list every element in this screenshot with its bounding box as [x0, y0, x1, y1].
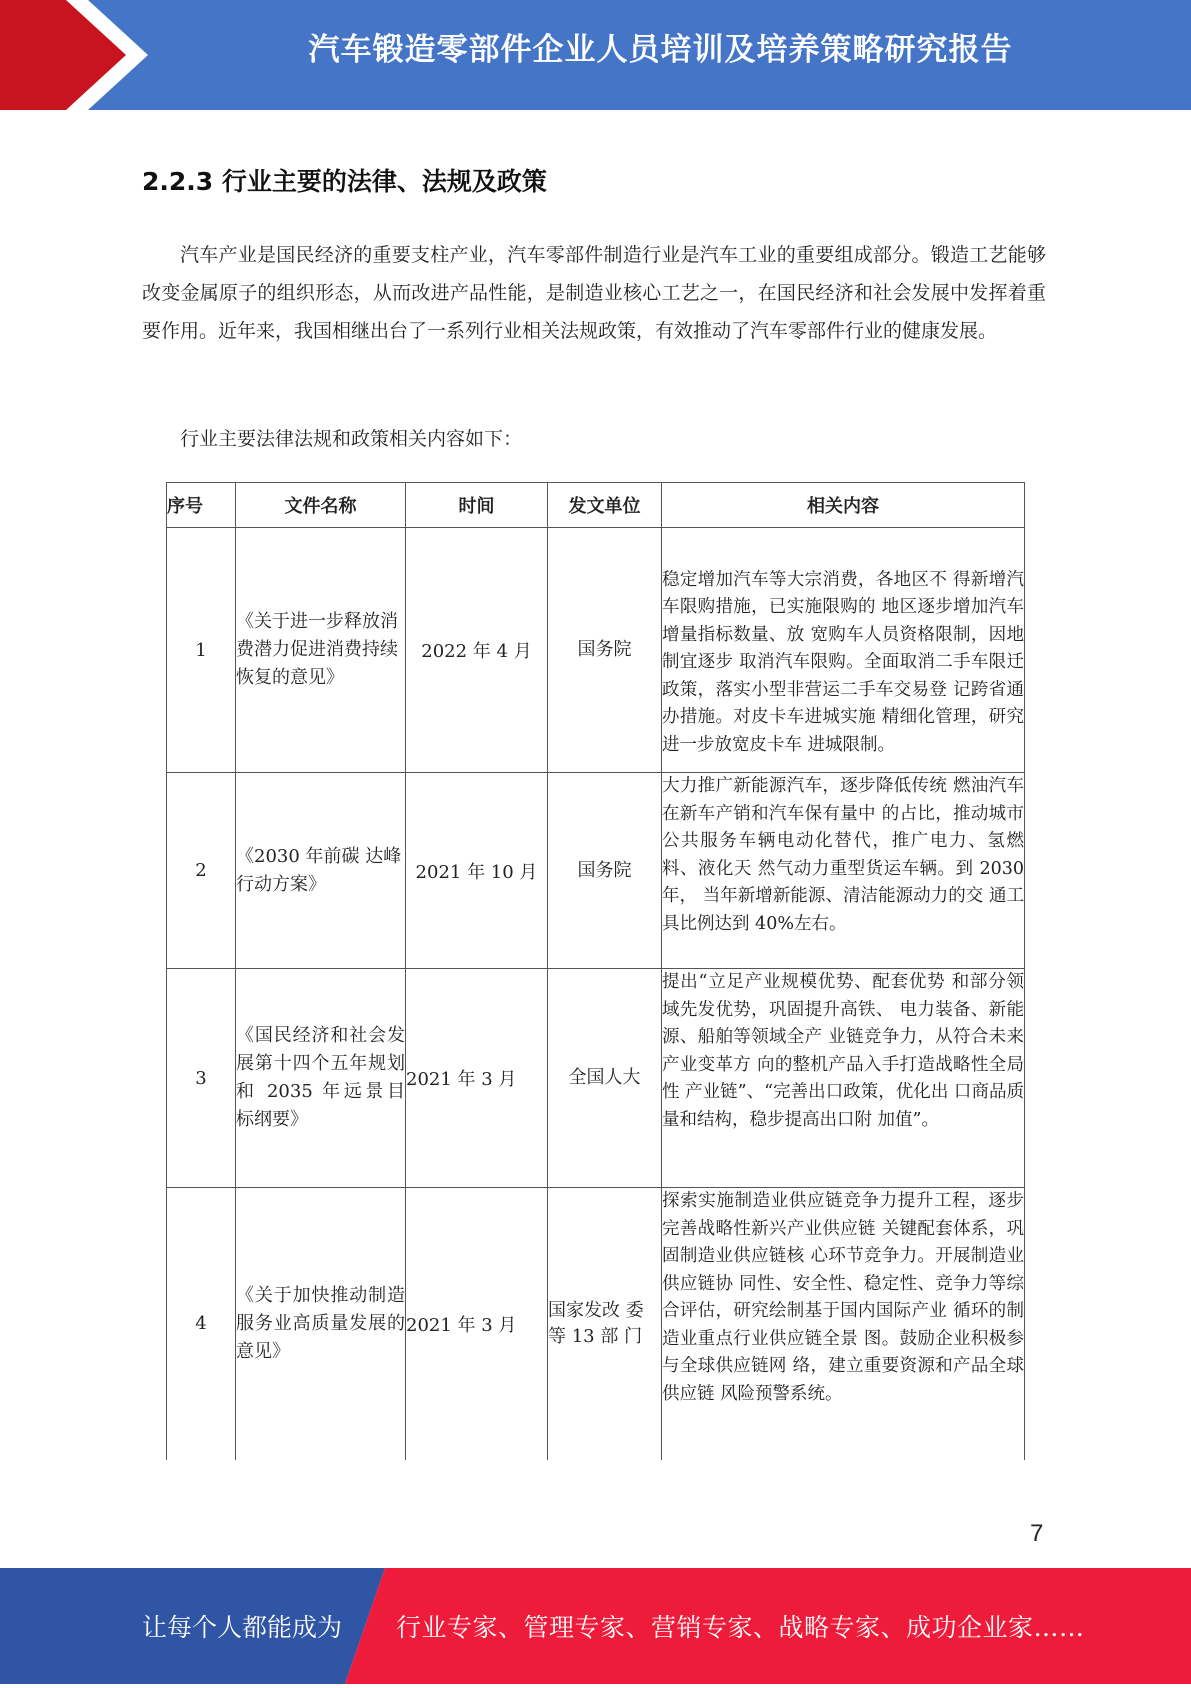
table-row	[167, 1188, 1025, 1460]
row-doc-name: 《关于加快推动制造服务业高质量发展的意见》	[236, 1188, 406, 1460]
table-row	[167, 528, 1025, 773]
header-doc: 文件名称	[236, 483, 406, 528]
footer-slogan-right: 行业专家、管理专家、营销专家、战略专家、成功企业家……	[396, 1613, 1085, 1642]
row-org: 国务院	[548, 528, 662, 773]
header-num: 序号	[167, 483, 236, 528]
row-content: 探索实施制造业供应链竞争力提升工程，逐步完善战略性新兴产业供应链 关键配套体系，巩固制造业供应链核 心环节竞争力。开展制造业供应链协 同性、安全性、稳定性、竞争力等综 合评估，研究绘制基于国内国际产业 循环的制造业重点行业供应链全景 图。鼓励企业积极参与全球供应链网 络，建立重要资源和产品全球供应链 风险预警系统。	[662, 1188, 1025, 1460]
row-date: 2021 年 10 月	[406, 773, 548, 969]
header-arrow-decoration	[0, 0, 160, 110]
footer-slogan-left: 让每个人都能成为	[142, 1613, 343, 1642]
policy-table	[166, 482, 1025, 1460]
row-content: 大力推广新能源汽车，逐步降低传统 燃油汽车在新车产销和汽车保有量中 的占比，推动城市公共服务车辆电动化替代，推广电力、氢燃料、液化天 然气动力重型货运车辆。到 2030 年， 当年新增新能源、清洁能源动力的交 通工具比例达到 40%左右。	[662, 773, 1025, 969]
row-doc-name: 《2030 年前碳 达峰行动方案》	[236, 773, 406, 969]
row-num: 2	[167, 773, 236, 969]
table-intro-paragraph: 行业主要法律法规和政策相关内容如下：	[180, 428, 523, 450]
row-content: 稳定增加汽车等大宗消费，各地区不 得新增汽车限购措施，已实施限购的 地区逐步增加汽车增量指标数量、放 宽购车人员资格限制，因地制宜逐步 取消汽车限购。全面取消二手车限迁 政策，落实小型非营运二手车交易登 记跨省通办措施。对皮卡车进城实施 精细化管理，研究进一步放宽皮卡车 进城限制。	[662, 528, 1025, 773]
table-header-row	[167, 483, 1025, 528]
intro-paragraph: 汽车产业是国民经济的重要支柱产业，汽车零部件制造行业是汽车工业的重要组成部分。锻造工艺能够改变金属原子的组织形态，从而改进产品性能，是制造业核心工艺之一，在国民经济和社会发展中发挥着重要作用。近年来，我国相继出台了一系列行业相关法规政策，有效推动了汽车零部件行业的健康发展。	[142, 244, 1046, 342]
row-doc-name: 《关于进一步释放消费潜力促进消费持续恢复的意见》	[236, 528, 406, 773]
header-date: 时间	[406, 483, 548, 528]
table-row	[167, 773, 1025, 969]
footer-banner	[0, 1568, 1191, 1684]
header-org: 发文单位	[548, 483, 662, 528]
row-num: 1	[167, 528, 236, 773]
header-banner	[0, 0, 1191, 110]
header-content: 相关内容	[662, 483, 1025, 528]
report-title: 汽车锻造零部件企业人员培训及培养策略研究报告	[308, 32, 1013, 68]
row-org: 国务院	[548, 773, 662, 969]
section-heading: 2.2.3 行业主要的法律、法规及政策	[142, 167, 547, 196]
row-num: 4	[167, 1188, 236, 1460]
row-org: 国家发改 委等 13 部 门	[548, 1188, 662, 1460]
row-date: 2021 年 3 月	[406, 1188, 548, 1460]
row-date: 2021 年 3 月	[406, 969, 548, 1188]
row-date: 2022 年 4 月	[406, 528, 548, 773]
row-org: 全国人大	[548, 969, 662, 1188]
row-content: 提出“立足产业规模优势、配套优势 和部分领域先发优势，巩固提升高铁、 电力装备、新能源、船舶等领域全产 业链竞争力，从符合未来产业变革方 向的整机产品入手打造战略性全局性 产业链”、“完善出口政策，优化出 口商品质量和结构，稳步提高出口附 加值”。	[662, 969, 1025, 1188]
table-row	[167, 969, 1025, 1188]
page-number: 7	[1030, 1520, 1044, 1547]
row-doc-name: 《国民经济和社会发展第十四个五年规划和 2035 年远景目 标纲要》	[236, 969, 406, 1188]
row-num: 3	[167, 969, 236, 1188]
